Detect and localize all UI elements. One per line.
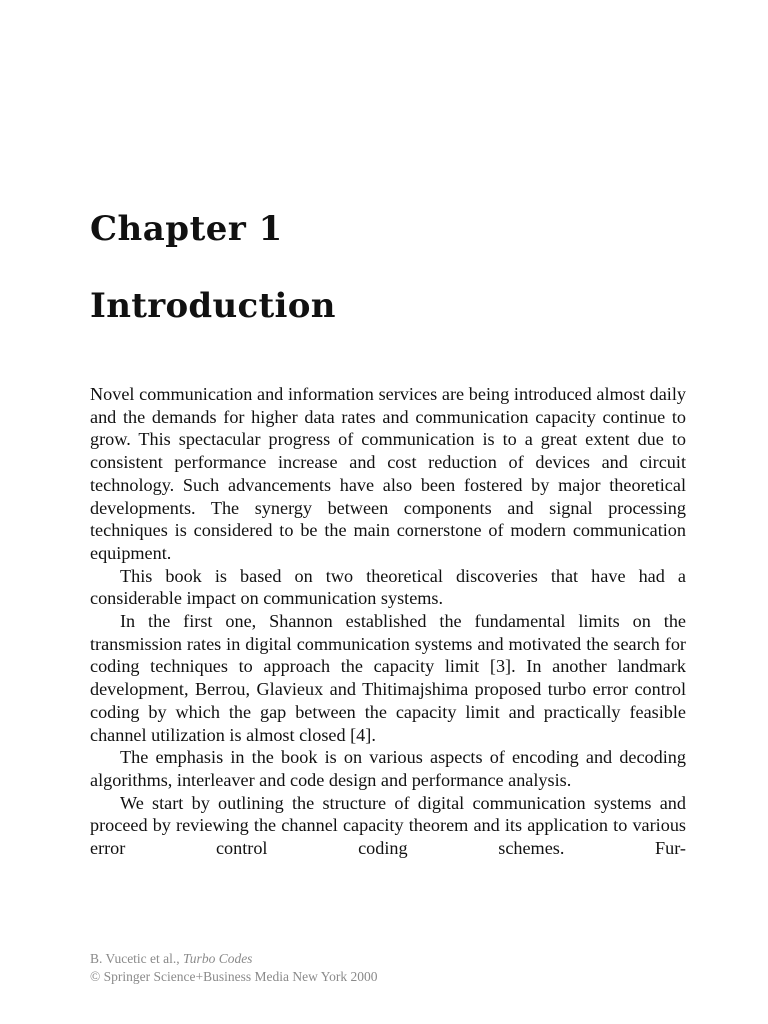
body-text: [90, 383, 686, 860]
citation-authors: B. Vucetic et al.,: [90, 951, 180, 966]
footer-citation: [90, 950, 377, 986]
paragraph-2: This book is based on two theoretical discoveries that have had a considerable impact on communication systems.: [90, 565, 686, 609]
paragraph-3: In the first one, Shannon established the fundamental limits on the transmission rates in digital communication systems and motivated the search for coding techniques to approach the capacity limit [3]. In another landmark development, Berrou, Glavieux and Thitimajshima proposed turbo error control coding by which the gap between the capacity limit and practically feasible channel utilization is almost closed [4].: [90, 611, 686, 745]
chapter-number: Chapter 1: [90, 209, 283, 249]
citation-line: [90, 950, 377, 968]
paragraph-1: Novel communication and information services are being introduced almost daily and the demands for higher data rates and communication capacity continue to grow. This spectacular progress of communication is to a great extent due to consistent performance increase and cost reduction of devices and circuit technology. Such advancements have also been fostered by major theoretical developments. The synergy between components and signal processing techniques is considered to be the main cornerstone of modern communication equipment.: [90, 384, 686, 563]
citation-book-title: Turbo Codes: [183, 951, 253, 966]
copyright-line: © Springer Science+Business Media New York 2000: [90, 969, 378, 984]
chapter-title: Introduction: [90, 286, 336, 326]
paragraph-4: The emphasis in the book is on various aspects of encoding and decoding algorithms, interleaver and code design and performance analysis.: [90, 747, 686, 790]
paragraph-5: We start by outlining the structure of digital communication systems and proceed by reviewing the channel capacity theorem and its application to various error control coding schemes. Fur-: [90, 792, 686, 859]
